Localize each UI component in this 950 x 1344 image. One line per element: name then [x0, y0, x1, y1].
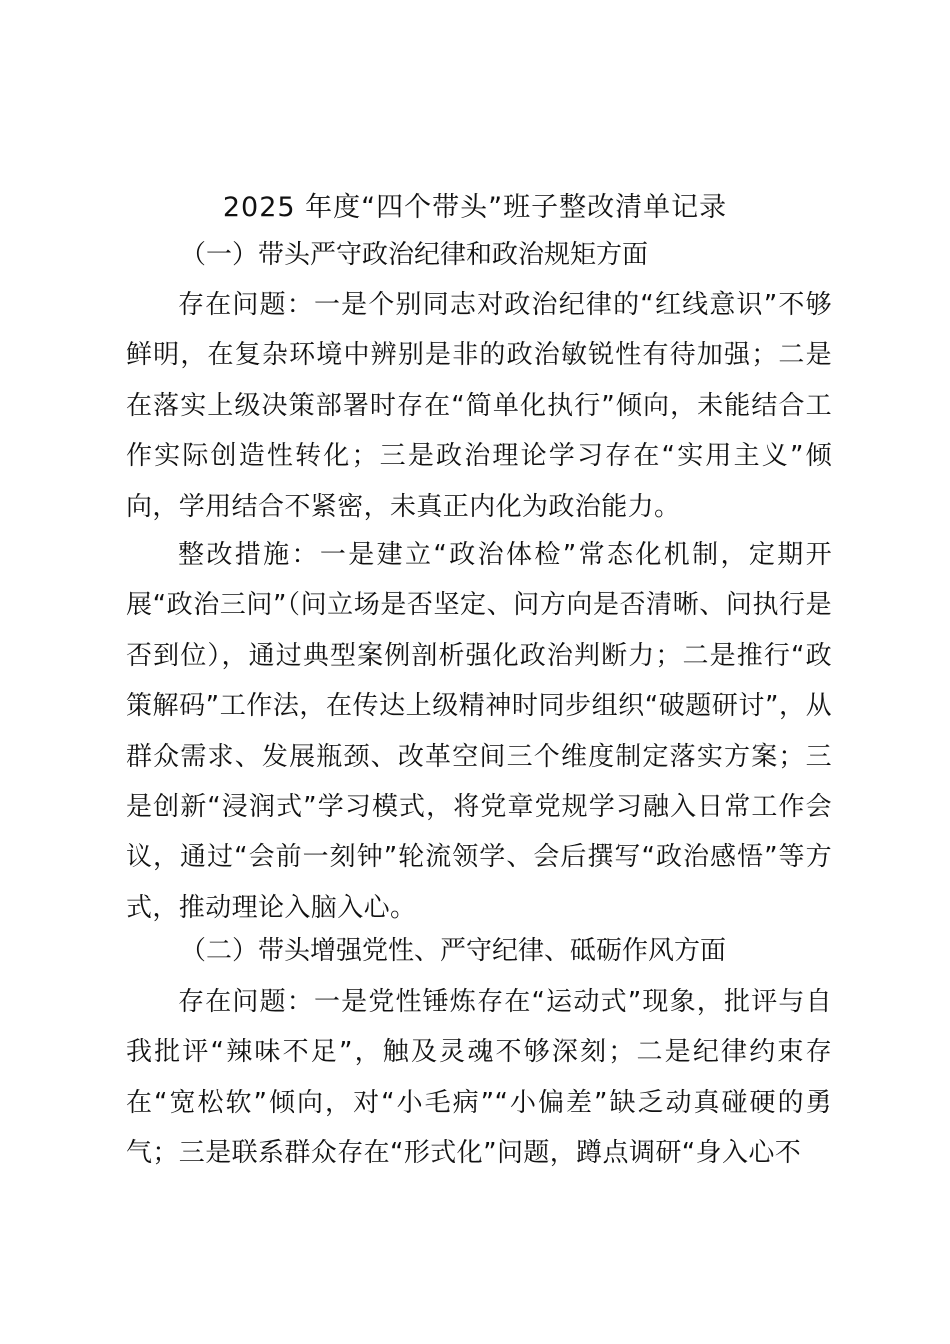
section-1-problems: 存在问题：一是个别同志对政治纪律的“红线意识”不够鲜明，在复杂环境中辨别是非的政治敏锐性有待加强；二是在落实上级决策部署时存在“简单化执行”倾向，未能结合工作实际创造性转化；三是政治理论学习存在“实用主义”倾向，学用结合不紧密，未真正内化为政治能力。 — [126, 290, 832, 522]
document-title: 2025 年度“四个带头”班子整改清单记录 — [222, 192, 728, 223]
section-2-heading: （二）带头增强党性、严守纪律、砥砺作风方面 — [180, 936, 727, 966]
section-2-problems: 存在问题：一是党性锤炼存在“运动式”现象，批评与自我批评“辣味不足”，触及灵魂不够深刻；二是纪律约束存在“宽松软”倾向，对“小毛病”“小偏差”缺乏动真碰硬的勇气；三是联系群众存在“形式化”问题，蹲点调研“身入心不 — [126, 987, 832, 1169]
section-1-measures: 整改措施：一是建立“政治体检”常态化机制，定期开展“政治三问”（问立场是否坚定、问方向是否清晰、问执行是否到位），通过典型案例剖析强化政治判断力；二是推行“政策解码”工作法，在传达上级精神时同步组织“破题研讨”，从群众需求、发展瓶颈、改革空间三个维度制定落实方案；三是创新“浸润式”学习模式，将党章党规学习融入日常工作会议，通过“会前一刻钟”轮流领学、会后撰写“政治感悟”等方式，推动理论入脑入心。 — [126, 540, 832, 923]
section-1-heading: （一）带头严守政治纪律和政治规矩方面 — [180, 240, 649, 270]
